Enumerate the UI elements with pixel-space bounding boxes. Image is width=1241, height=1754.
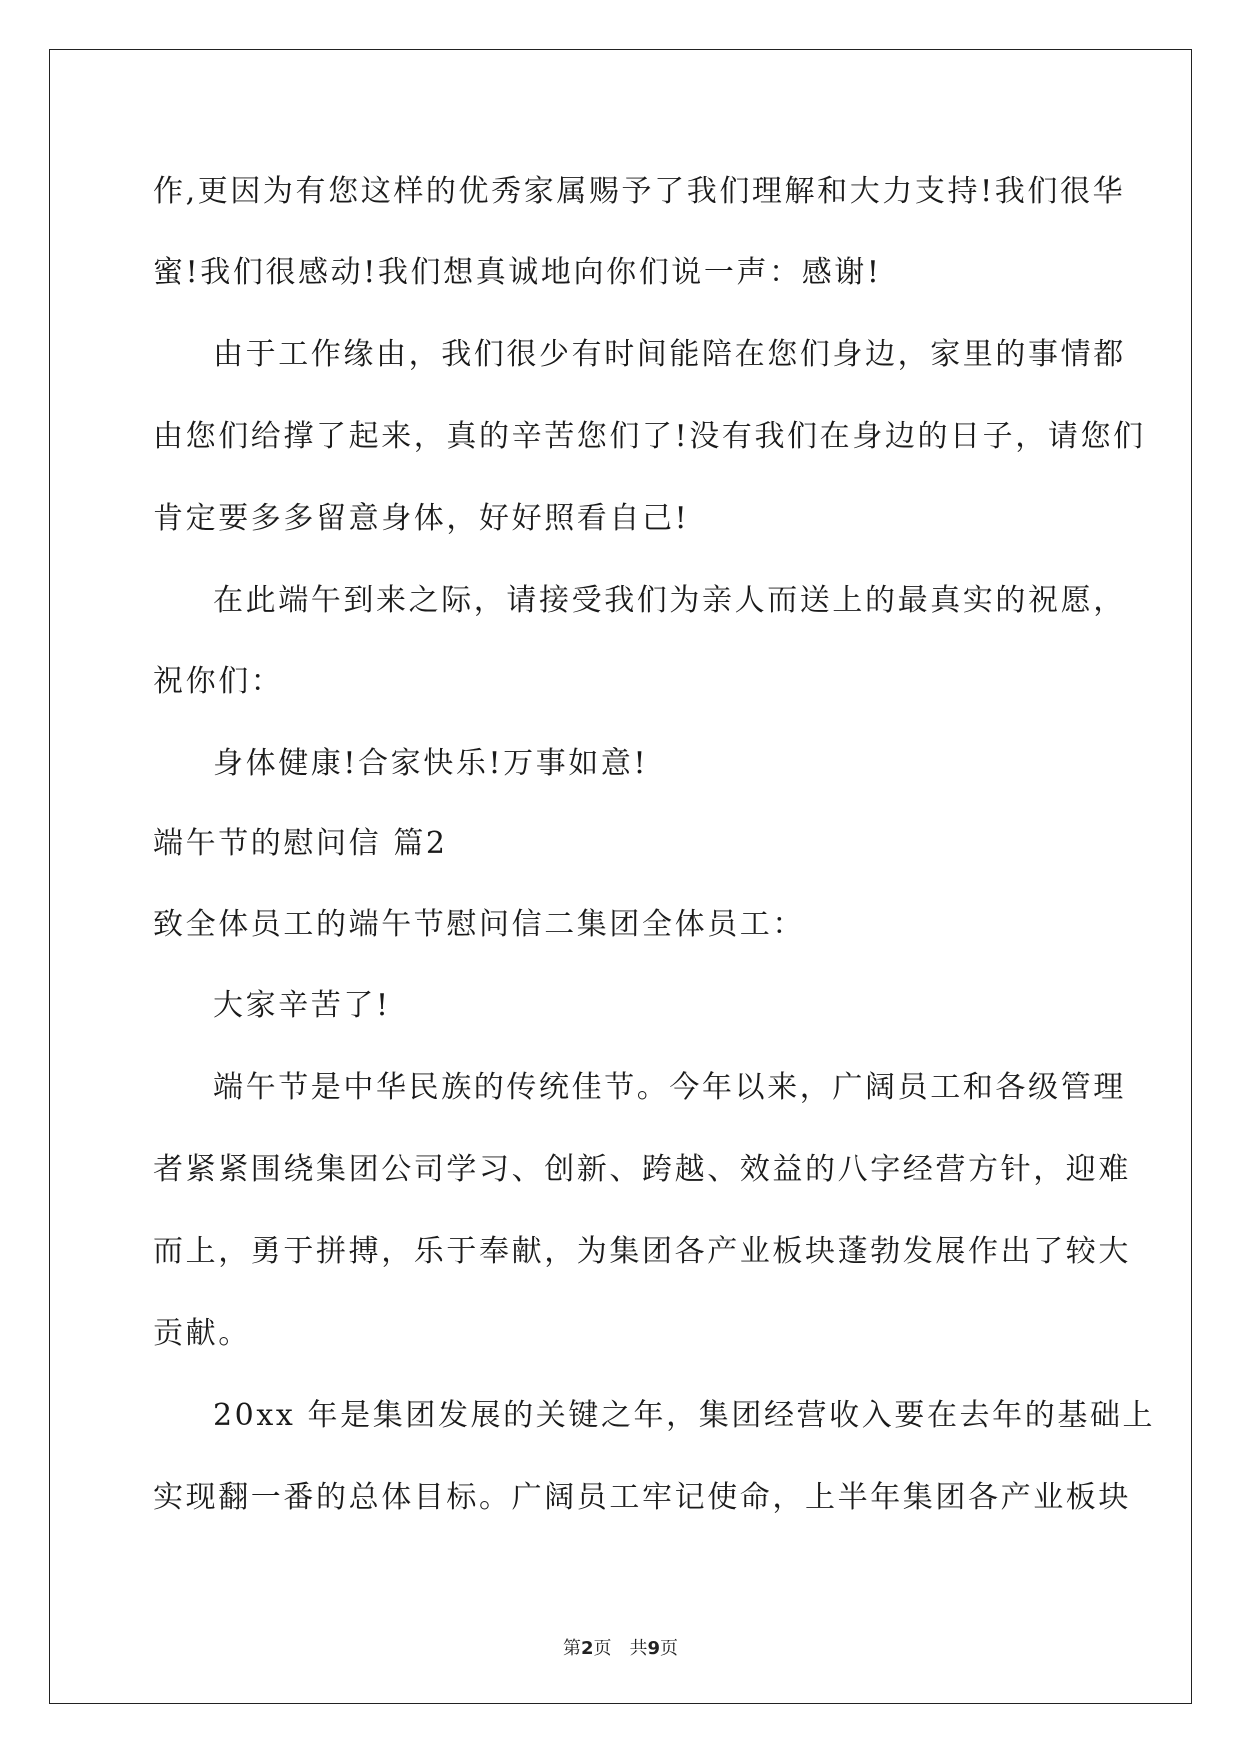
section-heading: 端午节的慰问信 篇2: [153, 826, 448, 861]
text-line-16: 20xx 年是集团发展的关键之年，集团经营收入要在去年的基础上: [213, 1398, 1156, 1433]
text-line-1: 作,更因为有您这样的优秀家属赐予了我们理解和大力支持!我们很华: [153, 174, 1126, 209]
text-line-8: 身体健康!合家快乐!万事如意!: [213, 746, 649, 781]
page-border: [49, 49, 1192, 1704]
text-line-15: 贡献。: [153, 1316, 251, 1351]
current-page-number: 2: [580, 1638, 594, 1659]
footer-middle: 页 共: [593, 1638, 648, 1659]
text-line-3: 由于工作缘由，我们很少有时间能陪在您们身边，家里的事情都: [213, 337, 1126, 372]
text-line-4: 由您们给撑了起来，真的辛苦您们了!没有我们在身边的日子，请您们: [153, 419, 1146, 454]
text-line-5: 肯定要多多留意身体，好好照看自己!: [153, 501, 690, 536]
total-page-number: 9: [647, 1638, 661, 1659]
footer-prefix: 第: [562, 1638, 581, 1659]
text-line-12: 端午节是中华民族的传统佳节。今年以来，广阔员工和各级管理: [213, 1070, 1126, 1105]
text-line-2: 蜜!我们很感动!我们想真诚地向你们说一声：感谢!: [153, 255, 882, 290]
text-line-17: 实现翻一番的总体目标。广阔员工牢记使命，上半年集团各产业板块: [153, 1480, 1131, 1515]
text-line-11: 大家辛苦了!: [213, 988, 391, 1023]
text-line-14: 而上，勇于拼搏，乐于奉献，为集团各产业板块蓬勃发展作出了较大: [153, 1234, 1131, 1269]
text-line-13: 者紧紧围绕集团公司学习、创新、跨越、效益的八字经营方针，迎难: [153, 1152, 1131, 1187]
page-footer: [0, 1634, 1241, 1660]
letter-salutation: 致全体员工的端午节慰问信二集团全体员工：: [153, 907, 805, 942]
text-line-7: 祝你们：: [153, 664, 284, 699]
footer-suffix: 页: [660, 1638, 679, 1659]
text-line-6: 在此端午到来之际，请接受我们为亲人而送上的最真实的祝愿，: [213, 583, 1126, 618]
